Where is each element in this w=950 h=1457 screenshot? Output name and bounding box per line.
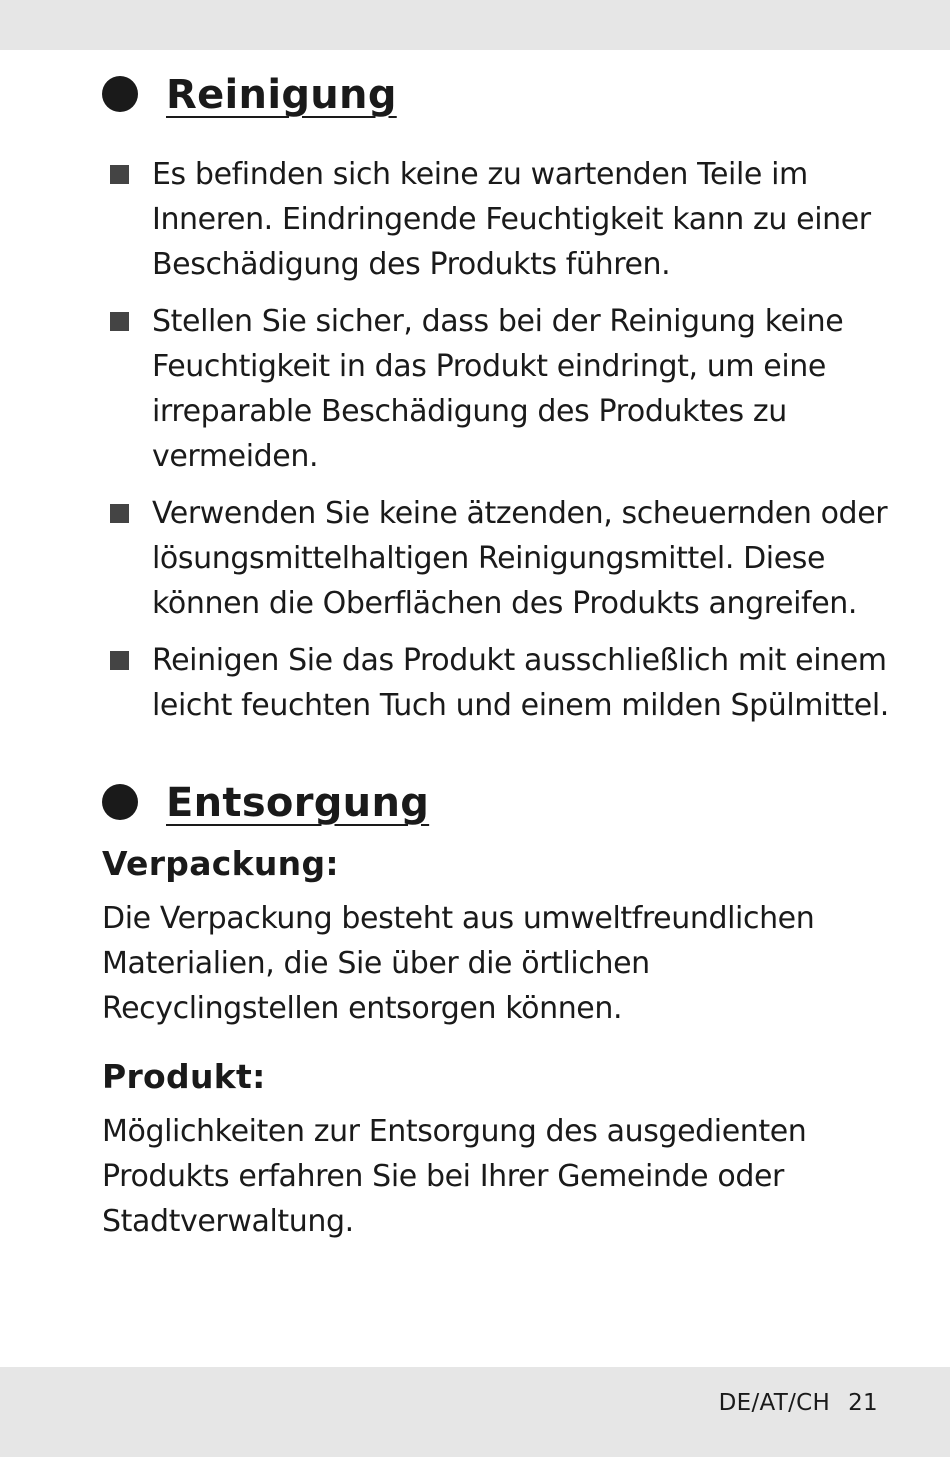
list-item — [102, 299, 892, 479]
bullet-dot-icon — [102, 76, 138, 112]
list-item-text: Reinigen Sie das Produkt ausschließlich mit einem leicht feuchten Tuch und einem milden Spülmittel. — [152, 643, 889, 723]
product-text: Möglichkeiten zur Entsorgung des ausgedienten Produkts erfahren Sie bei Ihrer Gemeinde oder Stadtverwaltung. — [102, 1114, 807, 1239]
footer-locale: DE/AT/CH — [718, 1390, 831, 1416]
square-bullet-icon — [110, 651, 129, 670]
list-item-text: Stellen Sie sicher, dass bei der Reinigung keine Feuchtigkeit in das Produkt eindringt, um eine irreparable Beschädigung des Produktes zu vermeiden. — [152, 304, 844, 474]
list-item — [102, 152, 892, 287]
list-item — [102, 638, 892, 728]
cleaning-heading-text: Reinigung — [166, 72, 397, 118]
packaging-text: Die Verpackung besteht aus umweltfreundlichen Materialien, die Sie über die örtlichen Recyclingstellen entsorgen können. — [102, 901, 815, 1026]
cleaning-list — [102, 152, 892, 728]
packaging-label: Verpackung: — [102, 844, 339, 883]
cleaning-heading — [102, 66, 892, 126]
page-footer — [719, 1386, 878, 1420]
page-number: 21 — [848, 1390, 878, 1416]
bullet-dot-icon — [102, 784, 138, 820]
square-bullet-icon — [110, 504, 129, 523]
square-bullet-icon — [110, 165, 129, 184]
disposal-heading — [102, 774, 892, 834]
top-band — [0, 0, 950, 50]
list-item-text: Es befinden sich keine zu wartenden Teile im Inneren. Eindringende Feuchtigkeit kann zu einer Beschädigung des Produkts führen. — [152, 157, 871, 282]
disposal-heading-text: Entsorgung — [166, 780, 430, 826]
page-content — [102, 66, 892, 1244]
list-item-text: Verwenden Sie keine ätzenden, scheuernden oder lösungsmittelhaltigen Reinigungsmittel. Diese können die Oberflächen des Produkts angreifen. — [152, 496, 888, 621]
list-item — [102, 491, 892, 626]
square-bullet-icon — [110, 312, 129, 331]
product-label: Produkt: — [102, 1057, 266, 1096]
